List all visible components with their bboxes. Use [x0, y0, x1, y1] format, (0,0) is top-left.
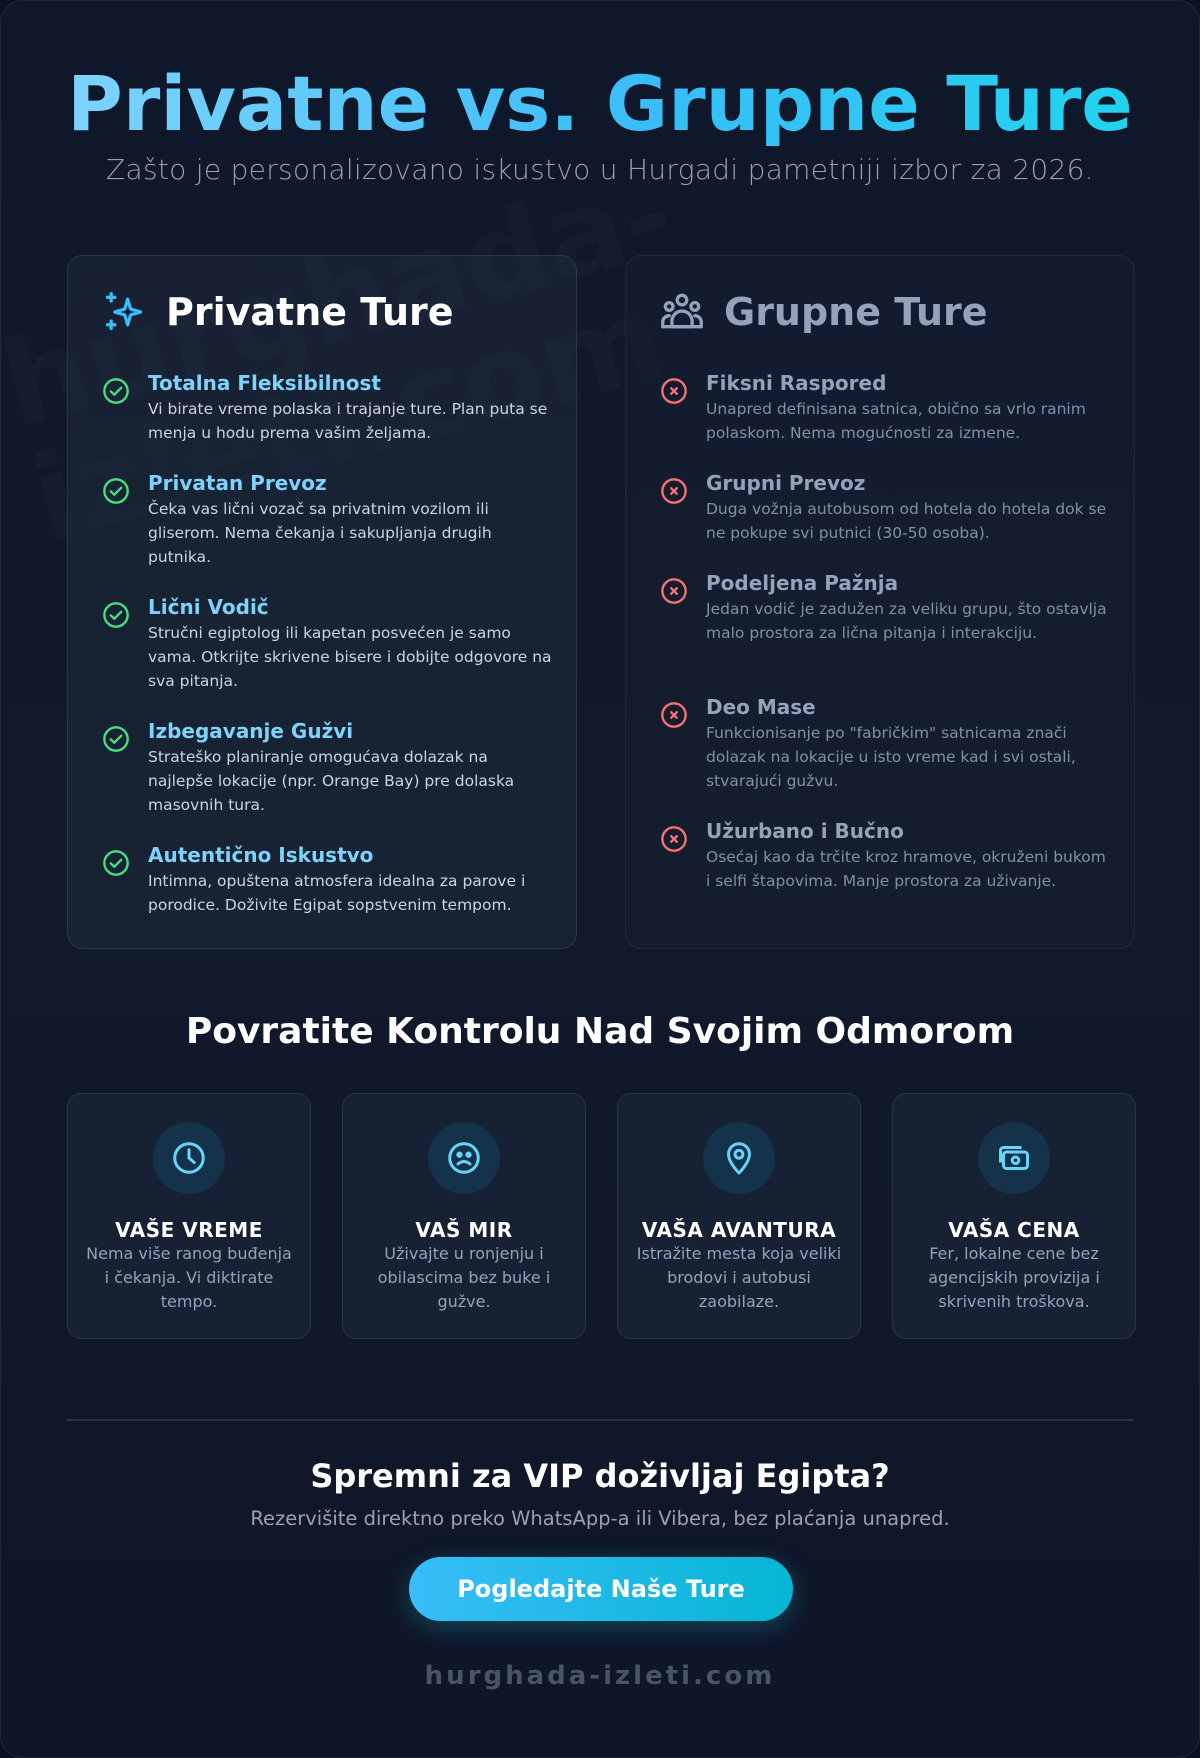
x-circle-icon	[660, 577, 688, 605]
list-item	[660, 694, 1114, 818]
view-tours-button[interactable]: Pogledajte Naše Ture	[409, 1557, 793, 1621]
list-item	[102, 470, 556, 594]
check-circle-icon	[102, 601, 130, 629]
private-tours-card	[67, 255, 577, 949]
private-tours-title: Privatne Ture	[166, 290, 454, 334]
item-title: Autentično Iskustvo	[148, 843, 374, 867]
benefit-card-peace	[342, 1093, 586, 1339]
map-pin-icon	[721, 1140, 757, 1176]
item-title: Užurbano i Bučno	[706, 819, 904, 843]
smile-icon	[446, 1140, 482, 1176]
icon-circle	[153, 1122, 225, 1194]
cta-title: Spremni za VIP doživljaj Egipta?	[310, 1457, 890, 1495]
section-divider	[67, 1419, 1133, 1421]
money-icon	[996, 1140, 1032, 1176]
benefit-title: VAŠA AVANTURA	[641, 1218, 837, 1242]
check-circle-icon	[102, 477, 130, 505]
check-circle-icon	[102, 725, 130, 753]
page-subtitle: Zašto je personalizovano iskustvo u Hurgadi pametniji izbor za 2026.	[106, 153, 1094, 186]
list-item	[102, 718, 556, 842]
item-title: Fiksni Raspored	[706, 371, 887, 395]
x-circle-icon	[660, 377, 688, 405]
item-title: Podeljena Pažnja	[706, 571, 899, 595]
item-title: Grupni Prevoz	[706, 471, 866, 495]
benefit-card-time	[67, 1093, 311, 1339]
item-text: Funkcionisanje po "fabričkim" satnicama znači dolazak na lokacije u isto vreme kad i svi ostali, stvarajući gužvu.	[706, 724, 1076, 790]
item-title: Privatan Prevoz	[148, 471, 327, 495]
x-circle-icon	[660, 701, 688, 729]
page-title: Privatne vs. Grupne Ture	[67, 59, 1133, 148]
benefit-title: VAŠA CENA	[948, 1218, 1080, 1242]
list-item	[660, 370, 1114, 470]
x-circle-icon	[660, 477, 688, 505]
icon-circle	[978, 1122, 1050, 1194]
benefit-title: VAŠE VREME	[115, 1218, 263, 1242]
list-item	[660, 570, 1114, 694]
item-text: Strateško planiranje omogućava dolazak na najlepše lokacije (npr. Orange Bay) pre dolaska masovnih tura.	[148, 748, 515, 814]
benefit-text: Nema više ranog buđenja i čekanja. Vi diktirate tempo.	[86, 1244, 292, 1311]
check-circle-icon	[102, 377, 130, 405]
item-text: Intimna, opuštena atmosfera idealna za parove i porodice. Doživite Egipat sopstvenim tempom.	[148, 872, 526, 914]
item-title: Totalna Fleksibilnost	[148, 371, 381, 395]
benefit-text: Uživajte u ronjenju i obilascima bez buke i gužve.	[377, 1244, 551, 1311]
benefit-text: Fer, lokalne cene bez agencijskih provizija i skrivenih troškova.	[928, 1244, 1100, 1311]
icon-circle	[428, 1122, 500, 1194]
benefit-text: Istražite mesta koja veliki brodovi i autobusi zaobilaze.	[636, 1244, 842, 1311]
item-text: Vi birate vreme polaska i trajanje ture. Plan puta se menja u hodu prema vašim željama.	[148, 400, 548, 442]
group-tours-header	[660, 288, 988, 336]
list-item	[102, 370, 556, 470]
cta-subtitle: Rezervišite direktno preko WhatsApp-a ili Vibera, bez plaćanja unapred.	[250, 1507, 950, 1530]
item-text: Unapred definisana satnica, obično sa vrlo ranim polaskom. Nema mogućnosti za izmene.	[706, 400, 1086, 442]
clock-icon	[171, 1140, 207, 1176]
item-text: Čeka vas lični vozač sa privatnim vozilom ili gliserom. Nema čekanja i sakupljanja drugih putnika.	[148, 500, 492, 566]
footer-url[interactable]: hurghada-izleti.com	[424, 1661, 776, 1691]
item-title: Lični Vodič	[148, 595, 269, 619]
group-tours-title: Grupne Ture	[724, 290, 988, 334]
icon-circle	[703, 1122, 775, 1194]
group-tours-card	[625, 255, 1135, 949]
item-title: Izbegavanje Gužvi	[148, 719, 354, 743]
list-item	[660, 470, 1114, 570]
group-drawbacks-list	[660, 370, 1114, 918]
benefit-card-adventure	[617, 1093, 861, 1339]
benefits-title: Povratite Kontrolu Nad Svojim Odmorom	[185, 1011, 1015, 1052]
list-item	[102, 842, 556, 942]
private-benefits-list	[102, 370, 556, 942]
list-item	[660, 818, 1114, 918]
item-title: Deo Mase	[706, 695, 816, 719]
item-text: Duga vožnja autobusom od hotela do hotela dok se ne pokupe svi putnici (30-50 osoba).	[706, 500, 1107, 542]
item-text: Stručni egiptolog ili kapetan posvećen je samo vama. Otkrijte skrivene bisere i dobijte odgovore na sva pitanja.	[148, 624, 552, 690]
check-circle-icon	[102, 849, 130, 877]
benefit-title: VAŠ MIR	[415, 1218, 513, 1242]
sparkles-icon	[102, 290, 146, 334]
x-circle-icon	[660, 825, 688, 853]
benefit-card-price	[892, 1093, 1136, 1339]
private-tours-header	[102, 288, 454, 336]
item-text: Jedan vodič je zadužen za veliku grupu, što ostavlja malo prostora za lična pitanja i interakciju.	[706, 600, 1107, 642]
item-text: Osećaj kao da trčite kroz hramove, okruženi bukom i selfi štapovima. Manje prostora za uživanje.	[706, 848, 1106, 890]
users-group-icon	[660, 290, 704, 334]
list-item	[102, 594, 556, 718]
